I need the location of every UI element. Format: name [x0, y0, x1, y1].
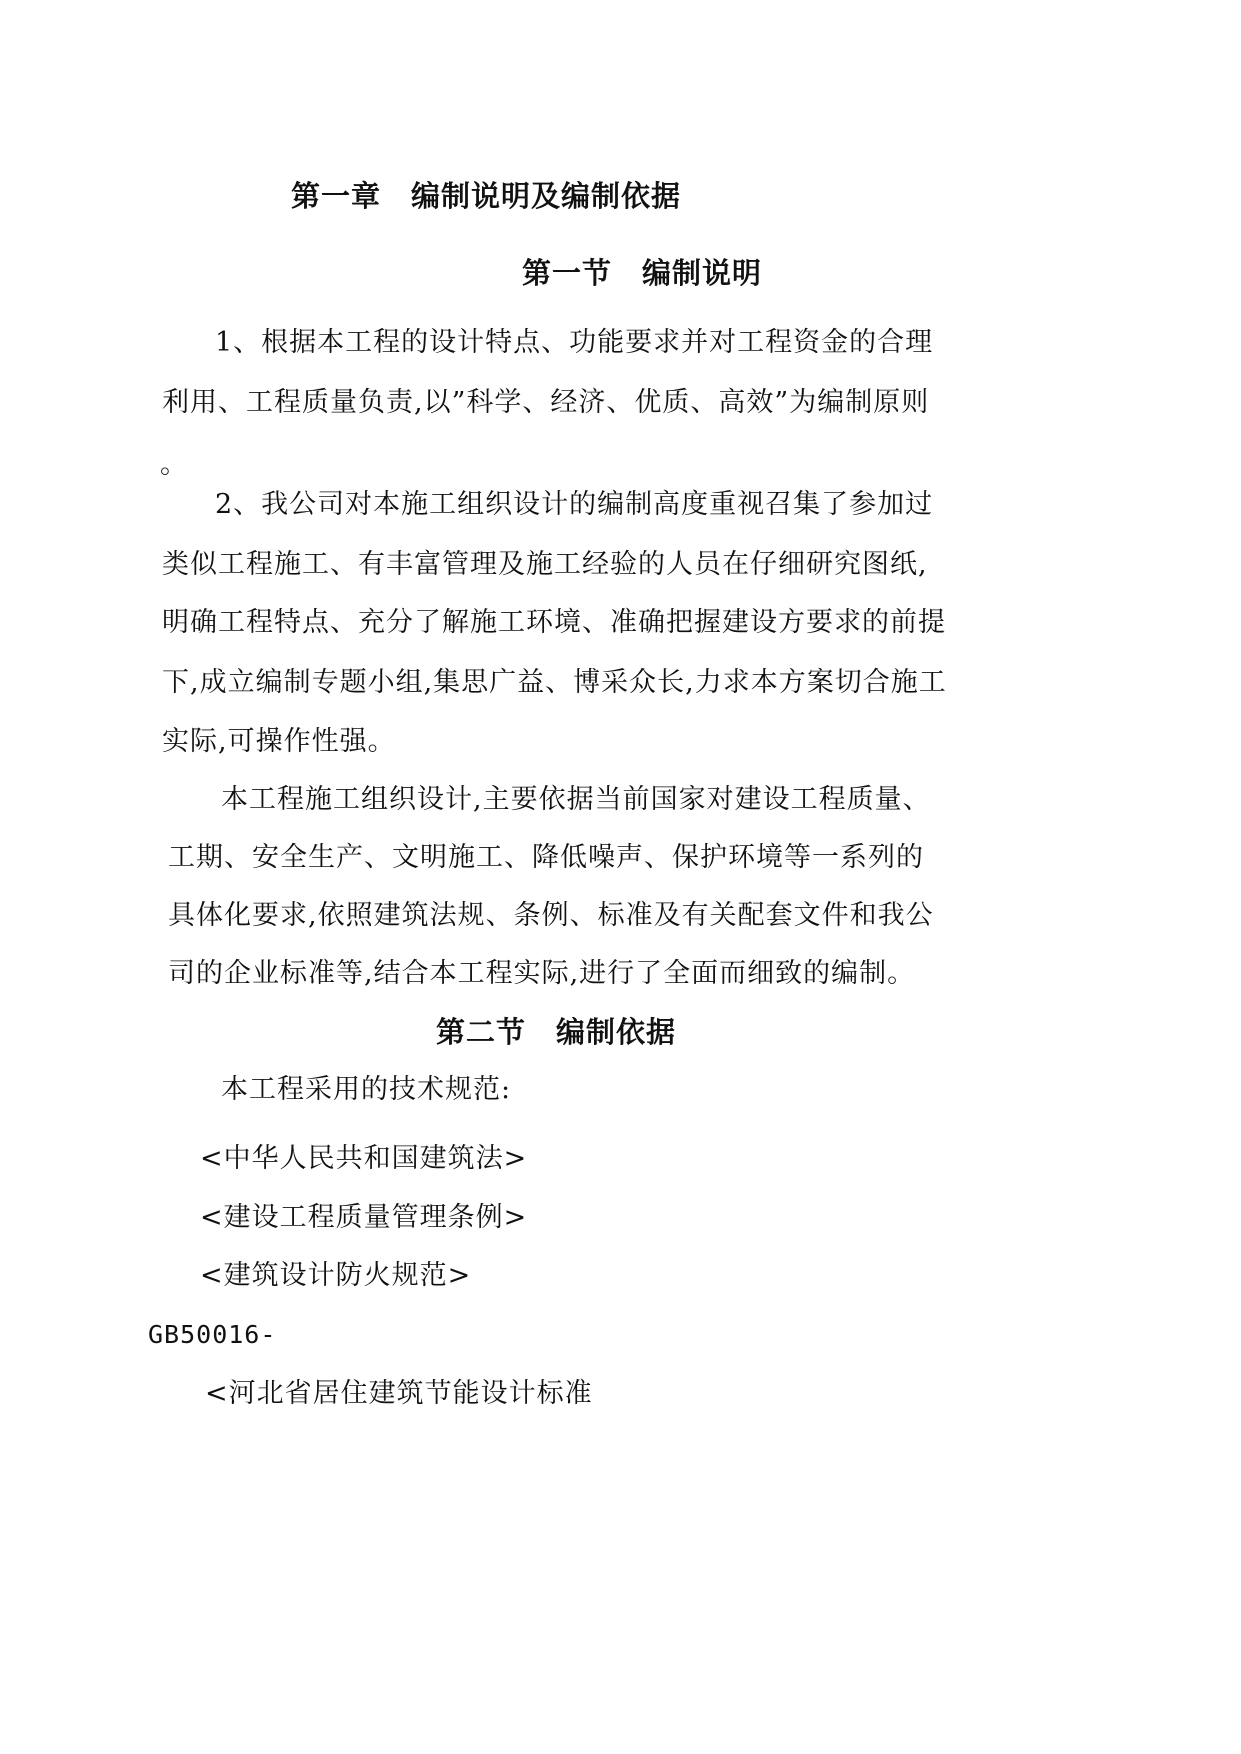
paragraph-line: 1、根据本工程的设计特点、功能要求并对工程资金的合理	[215, 327, 934, 358]
paragraph-line: 利用、工程质量负责,以”科学、经济、优质、高效”为编制原则	[162, 387, 930, 418]
paragraph-line: 实际,可操作性强。	[162, 726, 396, 757]
standard-code: GB50016-	[148, 1320, 277, 1349]
paragraph-line: 2、我公司对本施工组织设计的编制高度重视召集了参加过	[215, 489, 934, 520]
paragraph-line: 类似工程施工、有丰富管理及施工经验的人员在仔细研究图纸,	[162, 549, 928, 580]
chapter-title: 第一章 编制说明及编制依据	[291, 179, 682, 213]
list-item: <中华人民共和国建筑法>	[200, 1143, 528, 1174]
section-title: 第一节 编制说明	[522, 256, 763, 290]
paragraph-line: 下,成立编制专题小组,集思广益、博采众长,力求本方案切合施工	[162, 667, 947, 698]
list-item: <建设工程质量管理条例>	[200, 1202, 528, 1233]
list-item: <河北省居住建筑节能设计标准	[205, 1378, 593, 1409]
paragraph-line: 工期、安全生产、文明施工、降低噪声、保护环境等一系列的	[168, 842, 924, 873]
section-title: 第二节 编制依据	[436, 1015, 677, 1049]
list-item: <建筑设计防火规范>	[200, 1260, 472, 1291]
paragraph-line: 司的企业标准等,结合本工程实际,进行了全面而细致的编制。	[168, 958, 916, 989]
intro-text: 本工程采用的技术规范:	[221, 1074, 512, 1105]
paragraph-line: 明确工程特点、充分了解施工环境、准确把握建设方要求的前提	[162, 607, 946, 638]
paragraph-line: 。	[160, 449, 188, 480]
paragraph-line: 具体化要求,依照建筑法规、条例、标准及有关配套文件和我公	[168, 900, 934, 931]
paragraph-line: 本工程施工组织设计,主要依据当前国家对建设工程质量、	[221, 784, 931, 815]
